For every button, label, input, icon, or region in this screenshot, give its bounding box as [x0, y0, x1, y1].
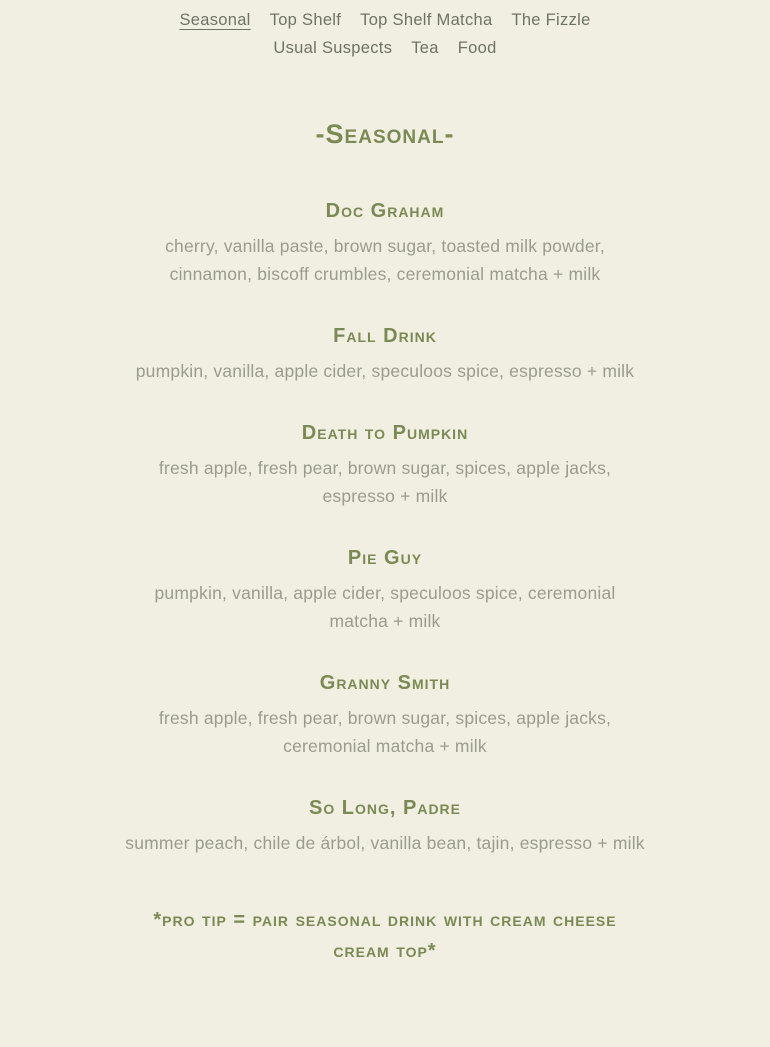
menu-item-death-to-pumpkin [123, 422, 647, 510]
menu-item-so-long-padre [123, 797, 647, 857]
page-title: -Seasonal- [315, 119, 455, 149]
menu-item-granny-smith [123, 672, 647, 760]
nav-item-top-shelf-matcha[interactable]: Top Shelf Matcha [360, 11, 493, 29]
item-name: So Long, Padre [308, 797, 461, 819]
nav-item-seasonal[interactable]: Seasonal [179, 11, 251, 29]
menu-item-doc-graham [123, 200, 647, 288]
item-name: Doc Graham [325, 200, 445, 222]
pro-tip-footnote: *pro tip = pair seasonal drink with cream cheese cream top* [153, 909, 617, 962]
menu-page [123, 0, 647, 967]
item-description: pumpkin, vanilla, apple cider, speculoos spice, espresso + milk [135, 361, 635, 381]
item-description: summer peach, chile de árbol, vanilla bean, tajin, espresso + milk [125, 833, 645, 853]
nav-item-usual-suspects[interactable]: Usual Suspects [273, 39, 393, 57]
menu-item-list [123, 200, 647, 857]
menu-item-pie-guy [123, 547, 647, 635]
item-description: fresh apple, fresh pear, brown sugar, spices, apple jacks, espresso + milk [158, 458, 612, 506]
item-description: cherry, vanilla paste, brown sugar, toasted milk powder, cinnamon, biscoff crumbles, ceremonial matcha + milk [165, 236, 605, 284]
nav-item-the-fizzle[interactable]: The Fizzle [511, 11, 591, 29]
item-name: Fall Drink [333, 325, 437, 347]
menu-nav [123, 0, 647, 62]
nav-item-top-shelf[interactable]: Top Shelf [269, 11, 342, 29]
item-description: pumpkin, vanilla, apple cider, speculoos spice, ceremonial matcha + milk [154, 583, 616, 631]
nav-item-food[interactable]: Food [457, 39, 497, 57]
nav-item-tea[interactable]: Tea [411, 39, 439, 57]
item-name: Granny Smith [319, 672, 451, 694]
item-name: Death to Pumpkin [301, 422, 469, 444]
item-name: Pie Guy [347, 547, 423, 569]
menu-item-fall-drink [123, 325, 647, 385]
item-description: fresh apple, fresh pear, brown sugar, spices, apple jacks, ceremonial matcha + milk [158, 708, 612, 756]
